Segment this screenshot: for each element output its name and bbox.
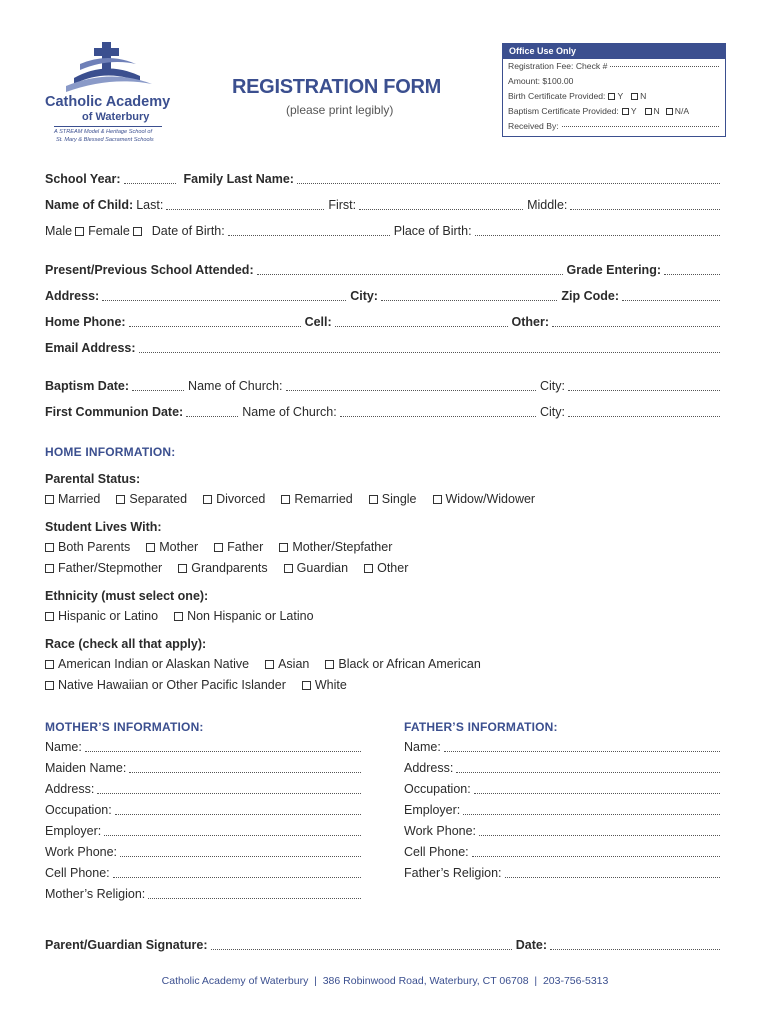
parental-option-label: Single — [381, 492, 417, 506]
signature-field[interactable] — [211, 948, 512, 950]
mother-field-input[interactable] — [115, 813, 361, 815]
child-name-row — [45, 198, 724, 212]
school-year-field[interactable] — [124, 182, 176, 184]
gender-dob-row — [45, 224, 724, 238]
checkbox[interactable] — [45, 543, 54, 552]
ethnicity-options — [45, 609, 330, 623]
mother-field-label: Employer: — [45, 824, 102, 838]
lives-option-label: Guardian — [296, 561, 349, 575]
family-last-label: Family Last Name: — [183, 172, 294, 186]
father-field-row — [404, 782, 724, 796]
lives-option[interactable] — [45, 561, 162, 575]
checkbox[interactable] — [325, 660, 334, 669]
email-field[interactable] — [139, 351, 720, 353]
present-school-field[interactable] — [257, 273, 563, 275]
signature-date-label: Date: — [515, 938, 547, 952]
mother-field-label: Mother’s Religion: — [45, 887, 146, 901]
lives-with-heading: Student Lives With: — [45, 520, 162, 534]
mother-field-input[interactable] — [120, 855, 361, 857]
grade-label: Grade Entering: — [566, 263, 661, 277]
checkbox[interactable] — [203, 495, 212, 504]
office-use-heading: Office Use Only — [503, 44, 725, 59]
checkbox[interactable] — [364, 564, 373, 573]
lives-option-label: Father/Stepmother — [58, 561, 163, 575]
mother-field-row — [45, 824, 365, 838]
school-logo — [40, 38, 180, 148]
logo-name-line1: Catholic Academy — [45, 94, 171, 110]
father-field-label: Work Phone: — [404, 824, 477, 838]
lives-option-label: Both Parents — [58, 540, 131, 554]
pob-field[interactable] — [475, 234, 720, 236]
father-field-input[interactable] — [474, 792, 720, 794]
lives-option[interactable] — [214, 540, 263, 554]
baptism-city-field[interactable] — [568, 389, 720, 391]
father-field-input[interactable] — [505, 876, 720, 878]
office-fee-label: Registration Fee: Check # — [508, 61, 608, 71]
father-field-label: Father’s Religion: — [404, 866, 502, 880]
ethnicity-option-label: Non Hispanic or Latino — [187, 609, 314, 623]
race-option[interactable] — [325, 657, 480, 671]
male-label: Male — [45, 224, 73, 238]
lives-option-label: Mother/Stepfather — [292, 540, 393, 554]
school-year-row — [45, 172, 724, 186]
communion-city-field[interactable] — [568, 415, 720, 417]
mother-info-heading: MOTHER’S INFORMATION: — [45, 720, 204, 734]
logo-divider — [54, 126, 162, 127]
checkbox[interactable] — [369, 495, 378, 504]
mother-field-input[interactable] — [97, 792, 361, 794]
office-birth-cert-line — [503, 89, 725, 104]
ethnicity-heading: Ethnicity (must select one): — [45, 589, 209, 603]
signature-label: Parent/Guardian Signature: — [45, 938, 208, 952]
lives-with-row1 — [45, 540, 408, 554]
parental-option[interactable] — [116, 492, 187, 506]
other-phone-field[interactable] — [552, 325, 720, 327]
child-middle-field[interactable] — [570, 208, 720, 210]
baptism-church-label: Name of Church: — [188, 379, 283, 393]
checkbox[interactable] — [45, 495, 54, 504]
cell-field[interactable] — [335, 325, 508, 327]
mother-field-input[interactable] — [85, 750, 361, 752]
mother-field-input[interactable] — [148, 897, 361, 899]
parental-option-label: Separated — [129, 492, 188, 506]
mother-field-label: Cell Phone: — [45, 866, 110, 880]
checkbox[interactable] — [281, 495, 290, 504]
baptism-cert-yes-checkbox[interactable] — [622, 108, 629, 115]
logo-name-line2: of Waterbury — [82, 111, 150, 123]
mother-field-row — [45, 740, 365, 754]
race-option-label: Native Hawaiian or Other Pacific Islander — [58, 678, 286, 692]
parental-option[interactable] — [45, 492, 100, 506]
lives-with-row2 — [45, 561, 424, 575]
checkbox[interactable] — [284, 564, 293, 573]
baptism-cert-na-checkbox[interactable] — [666, 108, 673, 115]
male-checkbox[interactable] — [75, 227, 84, 236]
father-field-row — [404, 845, 724, 859]
birth-cert-yes-checkbox[interactable] — [608, 93, 615, 100]
ethnicity-option[interactable] — [45, 609, 158, 623]
mother-field-input[interactable] — [104, 834, 361, 836]
father-info-heading: FATHER’S INFORMATION: — [404, 720, 558, 734]
lives-option[interactable] — [284, 561, 348, 575]
checkbox[interactable] — [302, 681, 311, 690]
grade-field[interactable] — [664, 273, 720, 275]
checkbox[interactable] — [45, 564, 54, 573]
father-field-row — [404, 866, 724, 880]
footer-address: Catholic Academy of Waterbury | 386 Robinwood Road, Waterbury, CT 06708 | 203-756-5313 — [161, 975, 609, 987]
baptism-date-field[interactable] — [132, 389, 184, 391]
mother-field-label: Occupation: — [45, 803, 112, 817]
home-phone-field[interactable] — [129, 325, 301, 327]
zip-label: Zip Code: — [561, 289, 619, 303]
checkbox[interactable] — [146, 543, 155, 552]
race-option[interactable] — [45, 678, 286, 692]
race-option[interactable] — [265, 657, 309, 671]
mother-field-row — [45, 803, 365, 817]
name-of-child-label: Name of Child: — [45, 198, 134, 212]
baptism-cert-no-label: N — [653, 106, 660, 116]
father-field-label: Name: — [404, 740, 441, 754]
baptism-church-field[interactable] — [286, 389, 536, 391]
mother-field-row — [45, 845, 365, 859]
parental-status-heading: Parental Status: — [45, 472, 141, 486]
lives-option-label: Mother — [159, 540, 199, 554]
email-label: Email Address: — [45, 341, 136, 355]
office-birth-cert-label: Birth Certificate Provided: — [508, 91, 606, 101]
logo-tagline2: St. Mary & Blessed Sacrament Schools — [56, 137, 154, 143]
female-label: Female — [88, 224, 130, 238]
birth-cert-no-checkbox[interactable] — [631, 93, 638, 100]
parental-option-label: Divorced — [216, 492, 266, 506]
parental-option[interactable] — [281, 492, 352, 506]
father-field-row — [404, 761, 724, 775]
race-row2 — [45, 678, 363, 692]
race-option[interactable] — [302, 678, 347, 692]
address-row — [45, 289, 724, 303]
father-field-row — [404, 740, 724, 754]
father-field-label: Employer: — [404, 803, 461, 817]
father-field-row — [404, 803, 724, 817]
father-field-input[interactable] — [472, 855, 720, 857]
communion-church-field[interactable] — [340, 415, 536, 417]
father-field-input[interactable] — [479, 834, 720, 836]
baptism-city-label: City: — [540, 379, 565, 393]
birth-cert-yes-label: Y — [617, 91, 624, 101]
cross-wave-logo-icon — [40, 38, 180, 98]
parental-option[interactable] — [433, 492, 536, 506]
mother-field-row — [45, 866, 365, 880]
lives-option-label: Other — [377, 561, 409, 575]
checkbox[interactable] — [45, 660, 54, 669]
parental-status-options — [45, 492, 551, 506]
mother-field-row — [45, 761, 365, 775]
office-received-line — [503, 119, 725, 134]
lives-option[interactable] — [45, 540, 130, 554]
race-option[interactable] — [45, 657, 249, 671]
checkbox[interactable] — [433, 495, 442, 504]
office-received-fill[interactable] — [562, 125, 719, 127]
baptism-date-label: Baptism Date: — [45, 379, 130, 393]
school-year-label: School Year: — [45, 172, 121, 186]
family-last-field[interactable] — [297, 182, 720, 184]
father-field-label: Occupation: — [404, 782, 471, 796]
mother-field-input[interactable] — [113, 876, 361, 878]
form-subtitle: (please print legibly) — [286, 103, 394, 117]
father-field-input[interactable] — [444, 750, 720, 752]
race-option-label: Black or African American — [338, 657, 481, 671]
office-baptism-cert-label: Baptism Certificate Provided: — [508, 106, 619, 116]
pob-label: Place of Birth: — [393, 224, 472, 238]
communion-church-label: Name of Church: — [242, 405, 337, 419]
race-heading: Race (check all that apply): — [45, 637, 207, 651]
baptism-row — [45, 379, 724, 393]
office-fee-line — [503, 59, 725, 74]
baptism-cert-yes-label: Y — [630, 106, 637, 116]
race-option-label: Asian — [278, 657, 310, 671]
baptism-cert-no-checkbox[interactable] — [645, 108, 652, 115]
cell-label: Cell: — [304, 315, 332, 329]
checkbox[interactable] — [45, 681, 54, 690]
zip-field[interactable] — [622, 299, 720, 301]
parental-option-label: Remarried — [294, 492, 353, 506]
parental-option[interactable] — [203, 492, 265, 506]
dob-field[interactable] — [228, 234, 390, 236]
race-option-label: White — [314, 678, 347, 692]
logo-tagline1: A STREAM Model & Heritage School of — [54, 129, 153, 135]
form-title: REGISTRATION FORM — [232, 76, 441, 98]
father-field-row — [404, 824, 724, 838]
parental-option-label: Widow/Widower — [445, 492, 536, 506]
city-label: City: — [350, 289, 378, 303]
lives-option[interactable] — [146, 540, 198, 554]
checkbox[interactable] — [116, 495, 125, 504]
father-field-input[interactable] — [463, 813, 720, 815]
baptism-cert-na-label: N/A — [674, 106, 690, 116]
checkbox[interactable] — [279, 543, 288, 552]
communion-row — [45, 405, 724, 419]
email-row — [45, 341, 724, 355]
checkbox[interactable] — [45, 612, 54, 621]
race-row1 — [45, 657, 497, 671]
child-first-field[interactable] — [359, 208, 523, 210]
mother-field-input[interactable] — [129, 771, 361, 773]
birth-cert-no-label: N — [640, 91, 647, 101]
ethnicity-option[interactable] — [174, 609, 313, 623]
home-phone-label: Home Phone: — [45, 315, 126, 329]
communion-date-field[interactable] — [186, 415, 238, 417]
first-label: First: — [328, 198, 357, 212]
office-baptism-cert-line — [503, 104, 725, 119]
lives-option[interactable] — [279, 540, 392, 554]
father-field-input[interactable] — [456, 771, 720, 773]
home-info-heading: HOME INFORMATION: — [45, 445, 176, 459]
mother-field-row — [45, 782, 365, 796]
father-field-label: Address: — [404, 761, 454, 775]
phone-row — [45, 315, 724, 329]
father-field-label: Cell Phone: — [404, 845, 469, 859]
signature-row — [45, 938, 724, 952]
female-checkbox[interactable] — [133, 227, 142, 236]
address-field[interactable] — [102, 299, 346, 301]
office-received-label: Received By: — [508, 121, 559, 131]
checkbox[interactable] — [214, 543, 223, 552]
mother-field-label: Work Phone: — [45, 845, 118, 859]
office-use-box — [502, 43, 726, 137]
signature-date-field[interactable] — [550, 948, 720, 950]
mother-field-label: Address: — [45, 782, 95, 796]
last-label: Last: — [136, 198, 164, 212]
mother-field-label: Maiden Name: — [45, 761, 127, 775]
ethnicity-option-label: Hispanic or Latino — [58, 609, 159, 623]
lives-option-label: Grandparents — [191, 561, 268, 575]
middle-label: Middle: — [527, 198, 568, 212]
child-last-field[interactable] — [166, 208, 324, 210]
lives-option[interactable] — [178, 561, 267, 575]
office-fee-fill[interactable] — [610, 65, 719, 67]
school-row — [45, 263, 724, 277]
lives-option[interactable] — [364, 561, 408, 575]
parental-option-label: Married — [58, 492, 101, 506]
present-school-label: Present/Previous School Attended: — [45, 263, 254, 277]
dob-label: Date of Birth: — [151, 224, 225, 238]
other-label: Other: — [511, 315, 549, 329]
lives-option-label: Father — [227, 540, 264, 554]
checkbox[interactable] — [174, 612, 183, 621]
mother-field-label: Name: — [45, 740, 82, 754]
city-field[interactable] — [381, 299, 557, 301]
parental-option[interactable] — [369, 492, 417, 506]
checkbox[interactable] — [265, 660, 274, 669]
race-option-label: American Indian or Alaskan Native — [58, 657, 250, 671]
communion-city-label: City: — [540, 405, 565, 419]
office-amount: Amount: $100.00 — [508, 76, 574, 86]
communion-date-label: First Communion Date: — [45, 405, 184, 419]
mother-field-row — [45, 887, 365, 901]
address-label: Address: — [45, 289, 100, 303]
checkbox[interactable] — [178, 564, 187, 573]
